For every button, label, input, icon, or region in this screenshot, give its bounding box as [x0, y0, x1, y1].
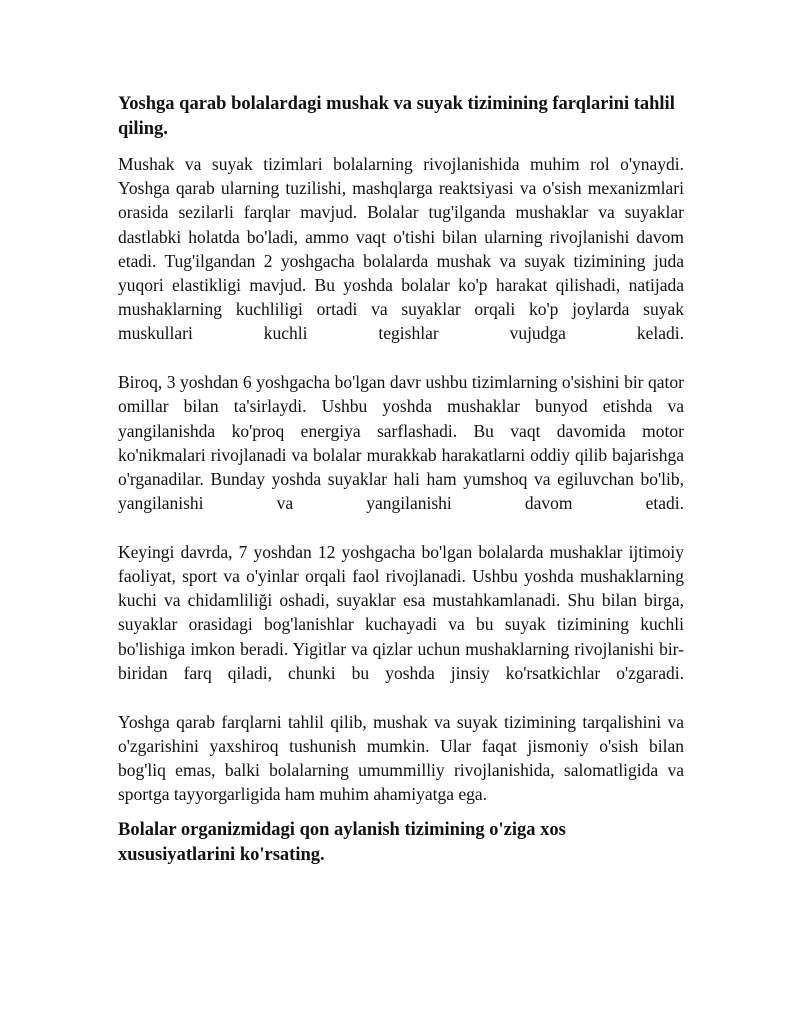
paragraph-3: Keyingi davrda, 7 yoshdan 12 yoshgacha bo'lgan bolalarda mushaklar ijtimoiy faoliyat, sport va o'yinlar orqali faol rivojlanadi. Ushbu yoshda mushaklarning kuchi va chidamliliği oshadi, suyaklar esa mustahkamlanadi. Shu bilan birga, suyaklar orasidagi bog'lanishlar kuchayadi va bu suyak tizimining kuchli bo'lishiga imkon beradi. Yigitlar va qizlar uchun mushaklarning rivojlanishi bir-biridan farq qiladi, chunki bu yoshda jinsiy ko'rsatkichlar o'zgaradi.	[118, 541, 684, 683]
paragraph-spacer	[118, 685, 684, 710]
question-heading-1: Yoshga qarab bolalardagi mushak va suyak tizimining farqlarini tahlil qiling.	[118, 94, 675, 139]
paragraph-spacer	[118, 346, 684, 371]
paragraph-4: Yoshga qarab farqlarni tahlil qilib, mushak va suyak tizimining tarqalishini va o'zgarishini yaxshiroq tushunish mumkin. Ular faqat jismoniy o'sish bilan bog'liq emas, balki bolalarning umummilliy rivojlanishida, salomatligida va sportga tayyorgarligida ham muhim ahamiyatga ega.	[118, 711, 684, 805]
paragraph-2: Biroq, 3 yoshdan 6 yoshgacha bo'lgan davr ushbu tizimlarning o'sishini bir qator omillar bilan ta'sirlaydi. Ushbu yoshda mushaklar bunyod etishda va yangilanishda ko'proq energiya sarflashadi. Bu vaqt davomida motor ko'nikmalari rivojlanadi va bolalar murakkab harakatlarni oddiy qilib bajarishga o'rganadilar. Bunday yoshda suyaklar hali ham yumshoq va egiluvchan bo'lib, yangilanishi va yangilanishi davom etadi.	[118, 372, 684, 514]
paragraph-spacer	[118, 515, 684, 540]
question-heading-2: Bolalar organizmidagi qon aylanish tizimining o'ziga xos xususiyatlarini ko'rsating.	[118, 820, 566, 866]
document-page	[118, 92, 684, 878]
paragraph-1: Mushak va suyak tizimlari bolalarning rivojlanishida muhim rol o'ynaydi. Yoshga qarab ularning tuzilishi, mashqlarga reaktsiyasi va o'sish mexanizmlari orasida sezilarli farqlar mavjud. Bolalar tug'ilganda mushaklar va suyaklar dastlabki holatda bo'ladi, ammo vaqt o'tishi bilan ularning rivojlanishi davom etadi. Tug'ilgandan 2 yoshgacha bolalarda mushak va suyak tizimining juda yuqori elastikligi mavjud. Bu yoshda bolalar ko'p harakat qilishadi, natijada mushaklarning kuchliligi ortadi va suyaklar orqali ko'p joylarda suyak muskullari kuchli tegishlar vujudga keladi.	[118, 154, 684, 344]
